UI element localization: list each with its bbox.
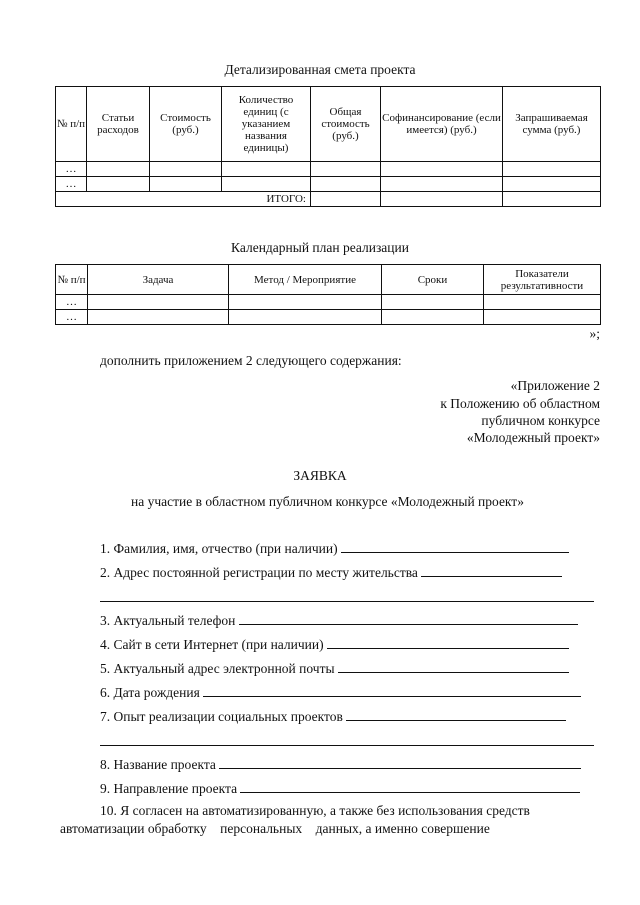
row-marker: … (56, 162, 87, 177)
form-label: 7. Опыт реализации социальных проектов (100, 709, 343, 724)
header-cell: № п/п (56, 265, 88, 295)
fill-line[interactable] (327, 637, 569, 649)
form-item-address (100, 565, 562, 581)
quote-close: »; (589, 326, 600, 341)
table-row (56, 310, 601, 325)
form-item-email (100, 661, 569, 677)
header-cell: Статьи расходов (87, 87, 150, 162)
appendix-ref-line: к Положению об областном (440, 396, 600, 411)
table-header-row (56, 265, 601, 295)
header-cell: Количество единиц (с указанием названия единицы) (222, 87, 311, 162)
form-label: 1. Фамилия, имя, отчество (при наличии) (100, 541, 338, 556)
calendar-title: Календарный план реализации (231, 240, 409, 255)
row-marker: … (56, 310, 88, 325)
form-item-project-name (100, 757, 581, 773)
header-cell: № п/п (56, 87, 87, 162)
form-item-fio (100, 541, 569, 557)
header-cell: Общая стоимость (руб.) (311, 87, 381, 162)
form-label: 6. Дата рождения (100, 685, 200, 700)
appendix-ref-line: «Приложение 2 (510, 378, 600, 393)
header-cell: Запрашиваемая сумма (руб.) (503, 87, 601, 162)
total-row (56, 192, 601, 207)
consent-text-line2: автоматизации обработку персональных данных, а именно совершение (60, 821, 490, 836)
form-label: 8. Название проекта (100, 757, 216, 772)
fill-line[interactable] (203, 685, 581, 697)
application-subtitle: на участие в областном публичном конкурсе «Молодежный проект» (131, 494, 524, 509)
form-item-phone (100, 613, 578, 629)
table-row (56, 162, 601, 177)
fill-line[interactable] (100, 734, 594, 746)
header-cell: Задача (88, 265, 229, 295)
application-title: ЗАЯВКА (293, 468, 347, 483)
row-marker: … (56, 295, 88, 310)
form-item-address-cont (100, 590, 594, 606)
appendix-ref-line: «Молодежный проект» (466, 430, 600, 445)
table-header-row (56, 87, 601, 162)
form-label: 5. Актуальный адрес электронной почты (100, 661, 335, 676)
row-marker: … (56, 177, 87, 192)
form-label: 9. Направление проекта (100, 781, 238, 796)
form-label: 2. Адрес постоянной регистрации по месту жительства (100, 565, 418, 580)
header-cell: Показатели результативности (484, 265, 601, 295)
calendar-table (55, 264, 601, 325)
fill-line[interactable] (219, 757, 581, 769)
supplement-intro: дополнить приложением 2 следующего содержания: (100, 353, 402, 368)
table-row (56, 295, 601, 310)
header-cell: Метод / Мероприятие (229, 265, 382, 295)
fill-line[interactable] (421, 565, 562, 577)
fill-line[interactable] (240, 781, 580, 793)
header-cell: Сроки (382, 265, 484, 295)
fill-line[interactable] (341, 541, 569, 553)
fill-line[interactable] (338, 661, 569, 673)
budget-title: Детализированная смета проекта (224, 62, 416, 77)
total-label: ИТОГО: (56, 192, 311, 207)
form-item-website (100, 637, 569, 653)
fill-line[interactable] (346, 709, 566, 721)
fill-line[interactable] (239, 613, 578, 625)
form-item-experience-cont (100, 734, 594, 750)
form-item-birthdate (100, 685, 581, 701)
form-label: 3. Актуальный телефон (100, 613, 236, 628)
budget-table (55, 86, 601, 207)
appendix-ref-line: публичном конкурсе (481, 413, 600, 428)
fill-line[interactable] (100, 590, 594, 602)
table-row (56, 177, 601, 192)
form-item-experience (100, 709, 566, 725)
form-item-direction (100, 781, 580, 797)
form-label: 4. Сайт в сети Интернет (при наличии) (100, 637, 324, 652)
consent-text-line1: 10. Я согласен на автоматизированную, а также без использования средств (100, 803, 530, 818)
header-cell: Стоимость (руб.) (150, 87, 222, 162)
header-cell: Софинансирование (если имеется) (руб.) (381, 87, 503, 162)
